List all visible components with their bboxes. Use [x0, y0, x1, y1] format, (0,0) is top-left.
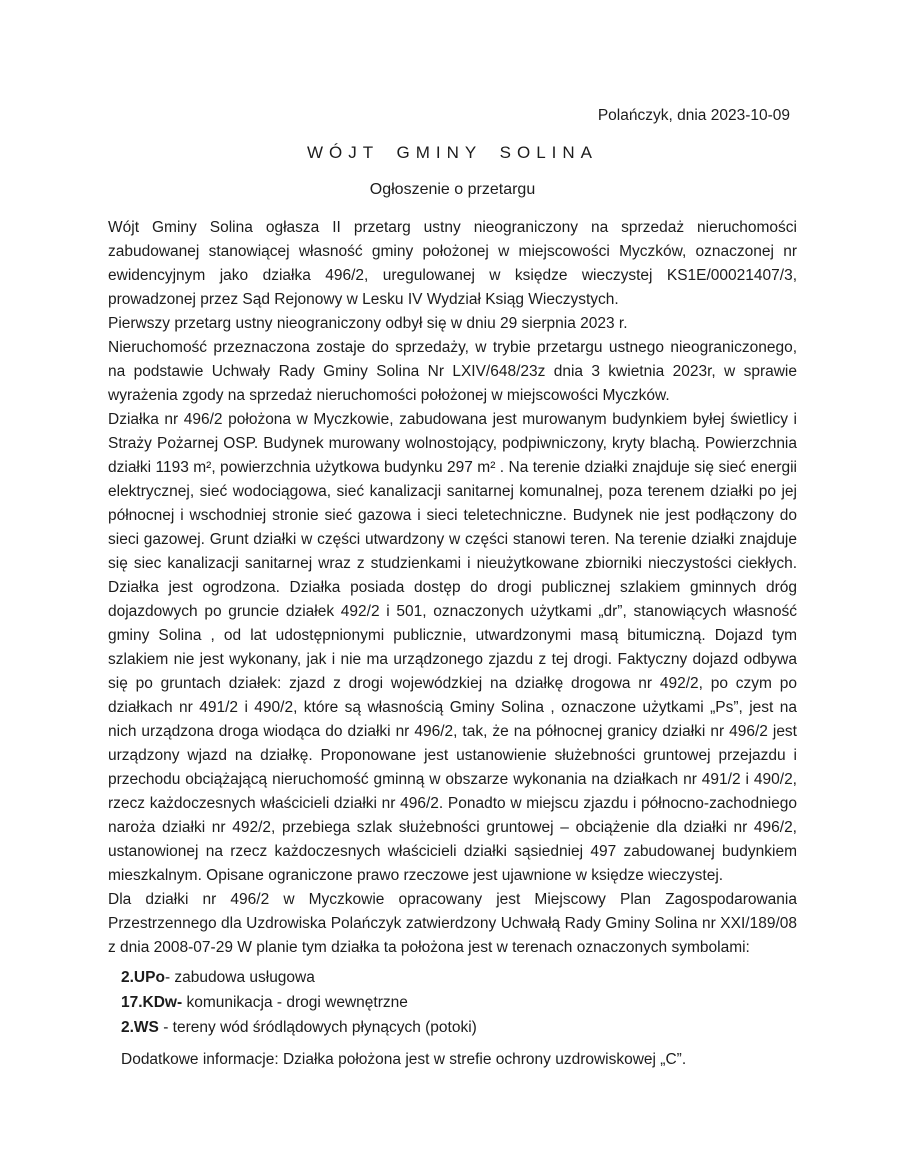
- zoning-symbol-item: [121, 1015, 797, 1040]
- paragraph-legal-basis: Nieruchomość przeznaczona zostaje do sprzedaży, w trybie przetargu ustnego nieograniczonego, na podstawie Uchwały Rady Gminy Solina Nr LXIV/648/23z dnia 3 kwietnia 2023r, w sprawie wyrażenia zgody na sprzedaż nieruchomości położonej w miejscowości Myczków.: [108, 339, 797, 404]
- zoning-symbol-item: [121, 965, 797, 990]
- zoning-symbol-code: 17.KDw-: [121, 994, 183, 1011]
- zoning-symbol-code: 2.UPo: [121, 969, 165, 986]
- paragraph-first-auction: Pierwszy przetarg ustny nieograniczony odbył się w dniu 29 sierpnia 2023 r.: [108, 315, 628, 332]
- zoning-symbol-code: 2.WS: [121, 1019, 159, 1036]
- additional-info-line: Dodatkowe informacje: Działka położona jest w strefie ochrony uzdrowiskowej „C”.: [121, 1051, 687, 1068]
- document-title: WÓJT GMINY SOLINA: [306, 143, 599, 162]
- place-date-line: Polańczyk, dnia 2023-10-09: [597, 107, 790, 124]
- zoning-symbol-description: komunikacja - drogi wewnętrzne: [182, 994, 408, 1011]
- zoning-symbol-item: [121, 990, 797, 1015]
- document-subtitle: Ogłoszenie o przetargu: [369, 181, 536, 198]
- zoning-symbols-list: [108, 965, 797, 1040]
- zoning-symbol-description: - tereny wód śródlądowych płynących (potoki): [158, 1019, 477, 1036]
- paragraph-property-description: Działka nr 496/2 położona w Myczkowie, zabudowana jest murowanym budynkiem byłej świetlicy i Straży Pożarnej OSP. Budynek murowany wolnostojący, podpiwniczony, kryty blachą. Powierzchnia działki 1193 m², powierzchnia użytkowa budynku 297 m² . Na terenie działki znajduje się sieć energii elektrycznej, sieć wodociągowa, sieć kanalizacji sanitarnej komunalnej, poza terenem działki po jej północnej i wschodniej stronie sieć gazowa i sieci teletechniczne. Budynek nie jest podłączony do sieci gazowej. Grunt działki w części utwardzony w części stanowi teren. Na terenie działki znajduje się siec kanalizacji sanitarnej wraz z studzienkami i nieużytkowane zbiorniki nieczystości ciekłych. Działka jest ogrodzona. Działka posiada dostęp do drogi publicznej szlakiem gminnych dróg dojazdowych po gruncie działek 492/2 i 501, oznaczonych użytkami „dr”, stanowiących własność gminy Solina , od lat udostępnionymi publicznie, utwardzonymi masą bitumiczną. Dojazd tym szlakiem nie jest wykonany, jak i nie ma urządzonego zjazdu z tej drogi. Faktyczny dojazd odbywa się po gruntach działek: zjazd z drogi wojewódzkiej na działkę drogowa nr 492/2, po czym po działkach nr 491/2 i 490/2, które są własnością Gminy Solina , oznaczone użytkami „Ps”, jest na nich urządzona droga wiodąca do działki nr 496/2, tak, że na północnej granicy działki nr 496/2 jest urządzony wjazd na działkę. Proponowane jest ustanowienie służebności gruntowej przejazdu i przechodu obciążającą nieruchomość gminną w obszarze wykonania na działkach nr 491/2 i 490/2, rzecz każdoczesnych właścicieli działki nr 496/2. Ponadto w miejscu zjazdu i północno-zachodniego naroża działki nr 492/2, przebiega szlak służebności gruntowej – obciążenie dla działki nr 496/2, ustanowionej na rzecz każdoczesnych właścicieli działki sąsiedniej 497 zabudowanej budynkiem mieszkalnym. Opisane ograniczone prawo rzeczowe jest ujawnione w księdze wieczystej.: [108, 411, 797, 884]
- zoning-symbol-description: - zabudowa usługowa: [164, 969, 315, 986]
- paragraph-announcement: Wójt Gminy Solina ogłasza II przetarg ustny nieograniczony na sprzedaż nieruchomości zabudowanej stanowiącej własność gminy położonej w miejscowości Myczków, oznaczonej nr ewidencyjnym jako działka 496/2, uregulowanej w księdze wieczystej KS1E/00021407/3, prowadzonej przez Sąd Rejonowy w Lesku IV Wydział Ksiąg Wieczystych.: [108, 219, 797, 308]
- paragraph-zoning-plan: Dla działki nr 496/2 w Myczkowie opracowany jest Miejscowy Plan Zagospodarowania Przestrzennego dla Uzdrowiska Polańczyk zatwierdzony Uchwałą Rady Gminy Solina nr XXI/189/08 z dnia 2008-07-29 W planie tym działka ta położona jest w terenach oznaczonych symbolami:: [108, 891, 797, 956]
